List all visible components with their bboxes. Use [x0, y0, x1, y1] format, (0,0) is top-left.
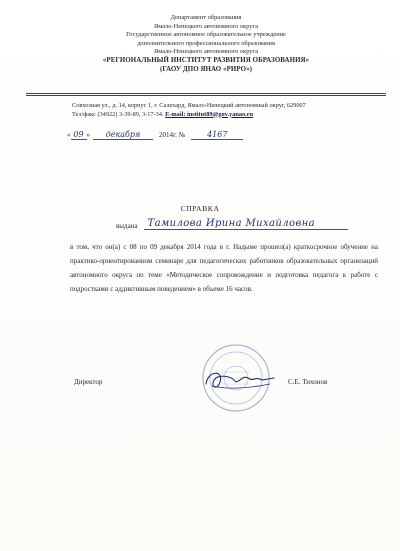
email-link[interactable]: E-mail: institut89@gov.yanao.ru — [165, 110, 254, 118]
letterhead-line: Ямало-Ненецкого автономного округа — [153, 22, 259, 30]
reg-day: 09 — [71, 130, 87, 140]
reg-number: 4167 — [191, 130, 243, 140]
letterhead-line: Ямало-Ненецкого автономного округа — [153, 48, 259, 56]
org-name: «РЕГИОНАЛЬНЫЙ ИНСТИТУТ РАЗВИТИЯ ОБРАЗОВАНИЯ» — [102, 56, 310, 64]
letterhead-line: Государственное автономное образовательное учреждение — [126, 31, 286, 39]
phone-text: Тел/факс (34922) 3-39-89, 3-17-34. — [72, 110, 164, 118]
letterhead-line: дополнительного профессионального образования — [137, 39, 275, 47]
address-line: Совхозная ул., д. 14, корпус 1, г. Салехард, Ямало-Ненецкий автономный округ, 629007 — [72, 102, 306, 109]
signatory-role: Директор — [74, 378, 103, 386]
quote-close: » — [86, 131, 90, 139]
reg-year: 2014г. № — [159, 131, 186, 139]
letterhead — [40, 14, 372, 74]
issued-name: Тамилова Ирина Михайловна — [144, 218, 348, 230]
body-paragraph: в том, что он(а) с 08 по 09 декабря 2014 года в г. Надыме прошел(а) краткосрочное обучение на практико-ориентированном семинаре для педагогических работников образовательных организаций автономного округа по теме «Методическое сопровождение и подготовка педагога к работе с подростками с аддиктивным поведением» в объеме 16 часов. — [70, 243, 378, 293]
header-divider-secondary — [26, 95, 386, 96]
org-abbr: (ГАОУ ДПО ЯНАО «РИРО») — [159, 65, 253, 73]
certificate-body — [70, 240, 378, 296]
signatory-name: С.Е. Тихонов — [288, 378, 328, 386]
issued-line — [116, 218, 348, 230]
issued-label: выдана — [116, 222, 138, 230]
registration-line — [67, 130, 243, 140]
letterhead-line: Департамент образования — [170, 14, 242, 21]
reg-month: декабря — [93, 130, 153, 140]
document-title: СПРАВКА — [180, 204, 220, 213]
handwritten-signature — [200, 364, 280, 396]
address-block — [72, 102, 372, 119]
header-divider — [26, 93, 386, 94]
quote-open: « — [67, 131, 71, 139]
